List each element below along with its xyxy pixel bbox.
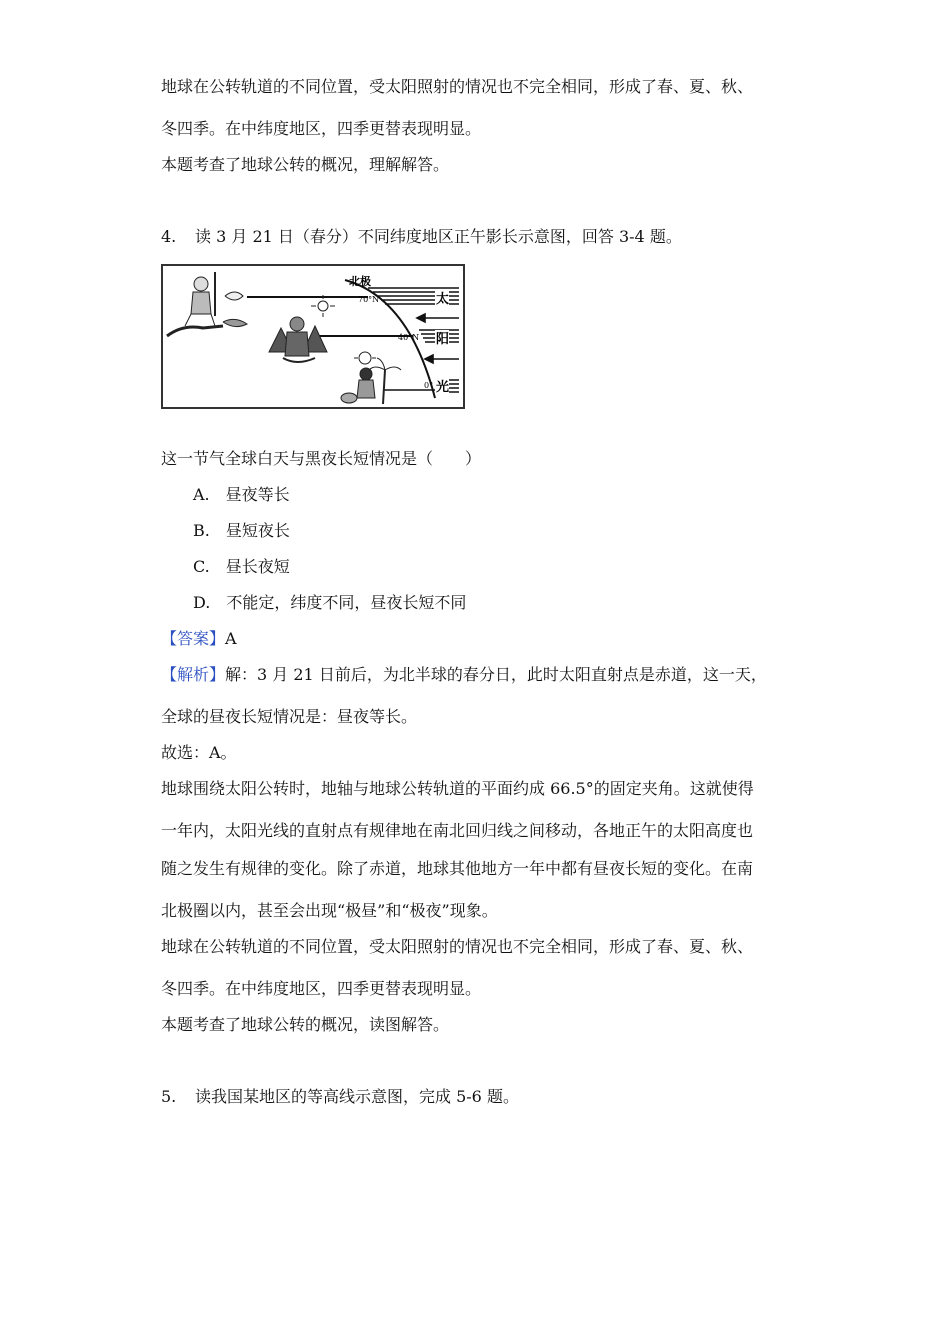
- sun-char-1: 太: [436, 292, 450, 307]
- mid-latitude-scene-illustration: [269, 295, 335, 362]
- analysis-text-line: 本题考查了地球公转的概况，读图解答。: [161, 1015, 450, 1034]
- question-number: 5.: [161, 1087, 177, 1106]
- shadow-diagram-figure: [161, 264, 465, 409]
- equator-scene-illustration: [341, 352, 401, 404]
- lat-40-label: 40°N: [398, 333, 420, 342]
- lat-0-label: 0°: [424, 381, 434, 390]
- sun-char-2: 阳: [436, 332, 450, 347]
- answer-label: 【答案】: [161, 629, 226, 648]
- analysis-text: 解：3 月 21 日前后，为北半球的春分日，此时太阳直射点是赤道，这一天，: [225, 665, 767, 684]
- polar-scene-illustration: [167, 272, 247, 336]
- analysis-text-line: 地球在公转轨道的不同位置，受太阳照射的情况也不完全相同，形成了春、夏、秋、: [161, 77, 754, 96]
- analysis-text-line: 冬四季。在中纬度地区，四季更替表现明显。: [161, 979, 482, 998]
- analysis-text-line: 地球围绕太阳公转时，地轴与地球公转轨道的平面约成 66.5°的固定夹角。这就使得: [161, 779, 754, 798]
- question-stem-text: 读 3 月 21 日（春分）不同纬度地区正午影长示意图，回答 3-4 题。: [195, 227, 682, 246]
- analysis-first-line: [161, 665, 767, 685]
- answer-value: A: [225, 629, 237, 648]
- analysis-text-line: 随之发生有规律的变化。除了赤道，地球其他地方一年中都有昼夜长短的变化。在南: [161, 859, 754, 878]
- option-c[interactable]: C. 昼长夜短: [193, 557, 290, 576]
- analysis-text-line: 北极圈以内，甚至会出现“极昼”和“极夜”现象。: [161, 901, 498, 920]
- analysis-text-line: 地球在公转轨道的不同位置，受太阳照射的情况也不完全相同，形成了春、夏、秋、: [161, 937, 754, 956]
- analysis-text-line: 冬四季。在中纬度地区，四季更替表现明显。: [161, 119, 482, 138]
- noon-shadow-diagram: [163, 266, 463, 407]
- north-pole-label: 北极: [349, 275, 371, 288]
- option-b[interactable]: B. 昼短夜长: [193, 521, 290, 540]
- analysis-text-line: 本题考查了地球公转的概况，理解解答。: [161, 155, 450, 174]
- answer-line: [161, 629, 237, 649]
- question-4-stem: [161, 227, 682, 247]
- option-d[interactable]: D. 不能定，纬度不同，昼夜长短不同: [193, 593, 467, 612]
- question-4-prompt: 这一节气全球白天与黑夜长短情况是（ ）: [161, 449, 482, 468]
- analysis-text-line: 一年内，太阳光线的直射点有规律地在南北回归线之间移动，各地正午的太阳高度也: [161, 821, 754, 840]
- question-stem-text: 读我国某地区的等高线示意图，完成 5-6 题。: [195, 1087, 519, 1106]
- analysis-text-line: 故选：A。: [161, 743, 237, 762]
- option-a[interactable]: A. 昼夜等长: [193, 485, 290, 504]
- sun-char-3: 光: [436, 380, 450, 395]
- analysis-text-line: 全球的昼夜长短情况是：昼夜等长。: [161, 707, 418, 726]
- analysis-label: 【解析】: [161, 665, 226, 684]
- lat-70-label: 70°N: [358, 295, 380, 304]
- question-5-stem: [161, 1087, 519, 1107]
- question-number: 4.: [161, 227, 177, 246]
